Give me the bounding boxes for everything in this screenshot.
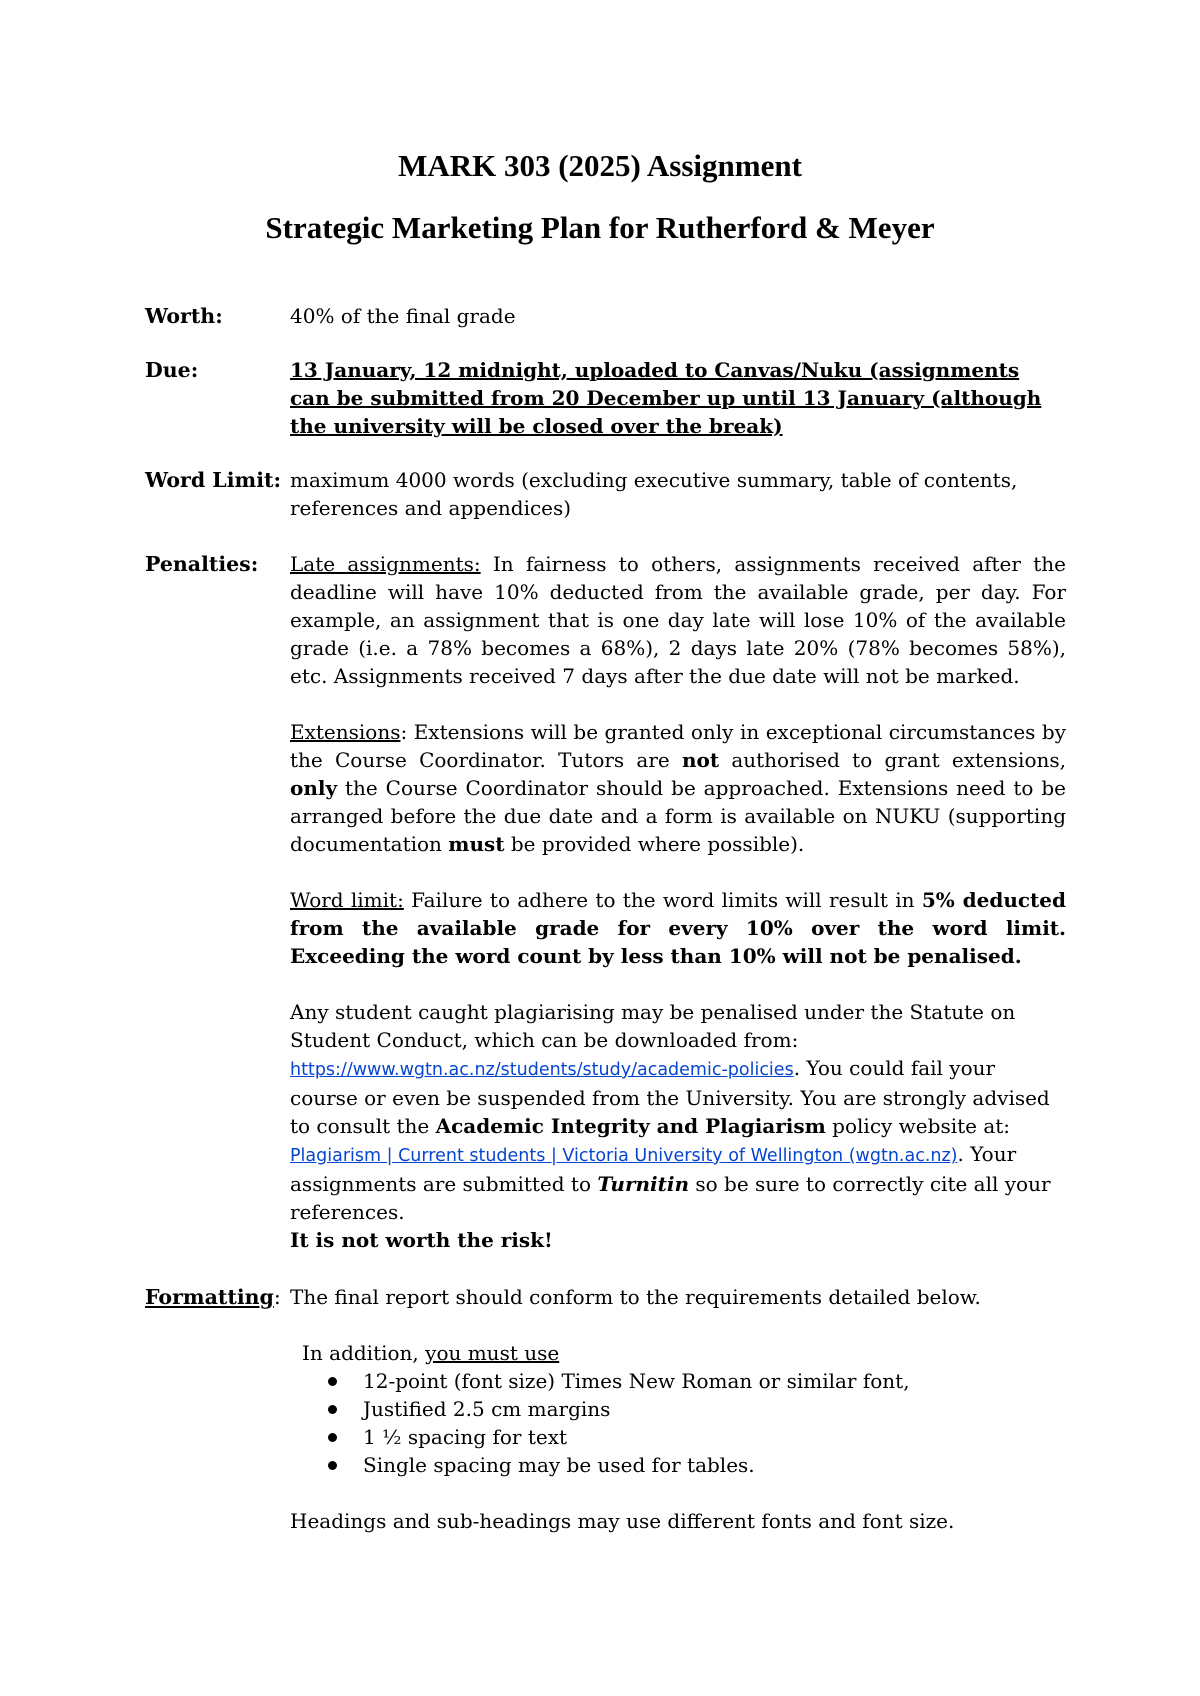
late-assignments-heading: Late assignments: <box>290 552 481 576</box>
risk-warning: It is not worth the risk! <box>290 1228 553 1252</box>
page-subtitle: Strategic Marketing Plan for Rutherford & Meyer <box>265 210 935 245</box>
plagiarism-paragraph: Any student caught plagiarising may be penalised under the Statute on Student Conduct, which can be downloaded from: https://www.wgtn.ac.nz/students/study/academic-policies. You could fail your course or even be suspended from the University. You are strongly advised to consult the Academic Integrity and Plagiarism policy website at: Plagiarism | Current students | Victoria University of Wellington (wgtn.ac.nz). Your assignments are submitted to Turnitin so be sure to correctly cite all your references. It is not worth the risk! <box>290 1000 1051 1252</box>
bullet-icon <box>328 1461 337 1470</box>
list-item: 12-point (font size) Times New Roman or similar font, <box>290 1367 1066 1395</box>
penalties-content <box>290 550 1066 1254</box>
list-item: 1 ½ spacing for text <box>290 1423 1066 1451</box>
plagiarism-policy-link[interactable]: Plagiarism | Current students | Victoria University of Wellington (wgtn.ac.nz) <box>290 1146 958 1166</box>
document-page: MARK 303 (2025) Assignment Strategic Marketing Plan for Rutherford & Meyer Worth: 40% of the final grade Due: 13 January, 12 midnight, uploaded to Canvas/Nuku (assignments can be submitted from 20 December up until 13 January (although the university will be closed over the break) Word Limit: maximum 4000 words (excluding executive summary, table of contents, references and appendices) Penalties: Late assignments: In fairness to others, assignments received after the deadline will have 10% deducted from the available grade, per day. For example, an assignment that is one day late will lose 10% of the available grade (i.e. a 78% becomes a 68%), 2 days late 20% (78% becomes 58%), etc. Assignments received 7 days after the due date will not be marked. Extensions: Extensions will be granted only in exceptional circumstances by the Course Coordinator. Tutors are not authorised to grant extensions, only the Course Coordinator should be approached. Extensions need to be arranged before the due date and a form is available on NUKU (supporting documentation must be provided where possible). Word limit: Failure to adhere to the word limits will result in 5% deducted from the available grade for every 10% over the word limit. Exceeding the word count by less than 10% will not be penalised. Any student caught plagiarising may be penalised under the Statute on Student Conduct, which can be downloaded from: https://www.wgtn.ac.nz/students/study/academic-policies. You could fail your course or even be suspended from the University. You are strongly advised to consult the Academic Integrity and Plagiarism policy website at: Plagiarism | Current students | Victoria University of Wellington (wgtn.ac.nz). Your assignments are submitted to Turnitin so be sure to correctly cite all your references. It is not worth the risk! Formatting: The final report should conform to the requirements detailed below. In addition, you must use 12-point (font size) Times New Roman or similar font, Justified 2.5 cm margins 1 ½ spacing for text Single spacing may be used for tables. Headings and sub-headings may use different fonts and font size. <box>0 0 1200 1696</box>
bullet-icon <box>328 1405 337 1414</box>
extensions-paragraph: Extensions: Extensions will be granted only in exceptional circumstances by the Course Coordinator. Tutors are not authorised to grant extensions, only the Course Coordinator should be approached. Extensions need to be arranged before the due date and a form is available on NUKU (supporting documentation must be provided where possible). <box>290 720 1066 856</box>
due-label: Due: <box>145 358 199 382</box>
word-limit-label: Word Limit: <box>145 468 282 492</box>
list-item: Justified 2.5 cm margins <box>290 1395 1066 1423</box>
academic-policies-link[interactable]: https://www.wgtn.ac.nz/students/study/academic-policies <box>290 1060 794 1080</box>
bullet-icon <box>328 1377 337 1386</box>
formatting-text: The final report should conform to the requirements detailed below. <box>290 1285 981 1309</box>
formatting-requirements-list <box>290 1367 1066 1479</box>
list-item: Single spacing may be used for tables. <box>290 1451 1066 1479</box>
worth-value: 40% of the final grade <box>290 304 516 328</box>
word-limit-value: maximum 4000 words (excluding executive summary, table of contents, references and appendices) <box>290 468 1018 520</box>
extensions-heading: Extensions <box>290 720 401 744</box>
worth-label: Worth: <box>145 304 223 328</box>
formatting-addition: In addition, you must use <box>302 1341 560 1365</box>
bullet-icon <box>328 1433 337 1442</box>
formatting-label: Formatting <box>145 1285 274 1309</box>
page-title: MARK 303 (2025) Assignment <box>398 148 802 183</box>
due-value: 13 January, 12 midnight, uploaded to Canvas/Nuku (assignments can be submitted from 20 December up until 13 January (although the university will be closed over the break) <box>290 358 1042 438</box>
late-assignments-paragraph: Late assignments: In fairness to others, assignments received after the deadline will have 10% deducted from the available grade, per day. For example, an assignment that is one day late will lose 10% of the available grade (i.e. a 78% becomes a 68%), 2 days late 20% (78% becomes 58%), etc. Assignments received 7 days after the due date will not be marked. <box>290 552 1066 688</box>
word-limit-heading: Word limit: <box>290 888 404 912</box>
turnitin-text: Turnitin <box>597 1172 690 1196</box>
headings-note: Headings and sub-headings may use different fonts and font size. <box>290 1509 955 1533</box>
penalties-label: Penalties: <box>145 552 259 576</box>
formatting-content <box>290 1283 1066 1535</box>
word-limit-paragraph: Word limit: Failure to adhere to the word limits will result in 5% deducted from the available grade for every 10% over the word limit. Exceeding the word count by less than 10% will not be penalised. <box>290 888 1067 968</box>
